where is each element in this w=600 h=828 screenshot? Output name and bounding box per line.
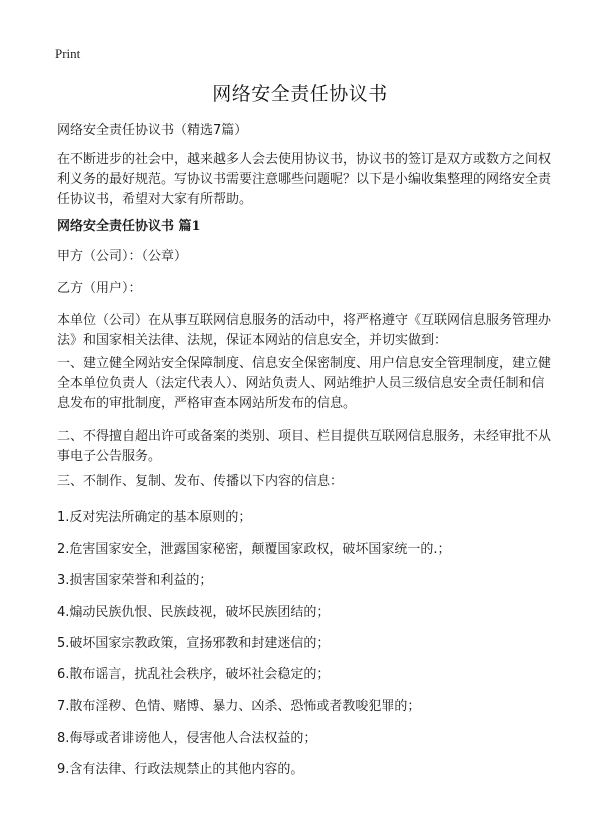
list-item: 6.散布谣言，扰乱社会秩序，破坏社会稳定的； xyxy=(57,667,330,682)
list-item: 9.含有法律、行政法规禁止的其他内容的。 xyxy=(57,762,304,777)
body-paragraph: 二、不得擅自超出许可或备案的类别、项目、栏目提供互联网信息服务，未经审批不从事电子公告服务。 xyxy=(57,429,552,464)
list-item: 2.危害国家安全，泄露国家秘密，颠覆国家政权，破坏国家统一的.； xyxy=(57,542,451,557)
list-item: 1.反对宪法所确定的基本原则的； xyxy=(57,510,252,525)
body-paragraph: 三、不制作、复制、发布、传播以下内容的信息： xyxy=(57,474,344,489)
body-paragraph: 一、建立健全网站安全保障制度、信息安全保密制度、用户信息安全管理制度，建立健全本单位负责人（法定代表人）、网站负责人、网站维护人员三级信息安全责任制和信息发布的审批制度，严格审查本网站所发布的信息。 xyxy=(57,356,552,411)
section-heading: 网络安全责任协议书 篇1 xyxy=(57,219,201,234)
document-subtitle: 网络安全责任协议书（精选7篇） xyxy=(57,123,248,138)
body-paragraph: 本单位（公司）在从事互联网信息服务的活动中，将严格遵守《互联网信息服务管理办法》和国家相关法律、法规，保证本网站的信息安全，并切实做到： xyxy=(57,313,552,348)
intro-paragraph: 在不断进步的社会中，越来越多人会去使用协议书，协议书的签订是双方或数方之间权利义务的最好规范。写协议书需要注意哪些问题呢？以下是小编收集整理的网络安全责任协议书，希望对大家有所帮助。 xyxy=(57,152,552,207)
list-item: 4.煽动民族仇恨、民族歧视，破坏民族团结的； xyxy=(57,605,330,620)
print-label: Print xyxy=(55,46,81,61)
list-item: 3.损害国家荣誉和利益的； xyxy=(57,573,213,588)
party-a-line: 甲方（公司）：（公章） xyxy=(57,249,188,264)
list-item: 5.破坏国家宗教政策，宣扬邪教和封建迷信的； xyxy=(57,636,330,651)
page-title: 网络安全责任协议书 xyxy=(212,83,388,105)
list-item: 8.侮辱或者诽谤他人，侵害他人合法权益的； xyxy=(57,731,317,746)
party-b-line: 乙方（用户）： xyxy=(57,281,142,296)
list-item: 7.散布淫秽、色情、赌博、暴力、凶杀、恐怖或者教唆犯罪的； xyxy=(57,699,421,714)
